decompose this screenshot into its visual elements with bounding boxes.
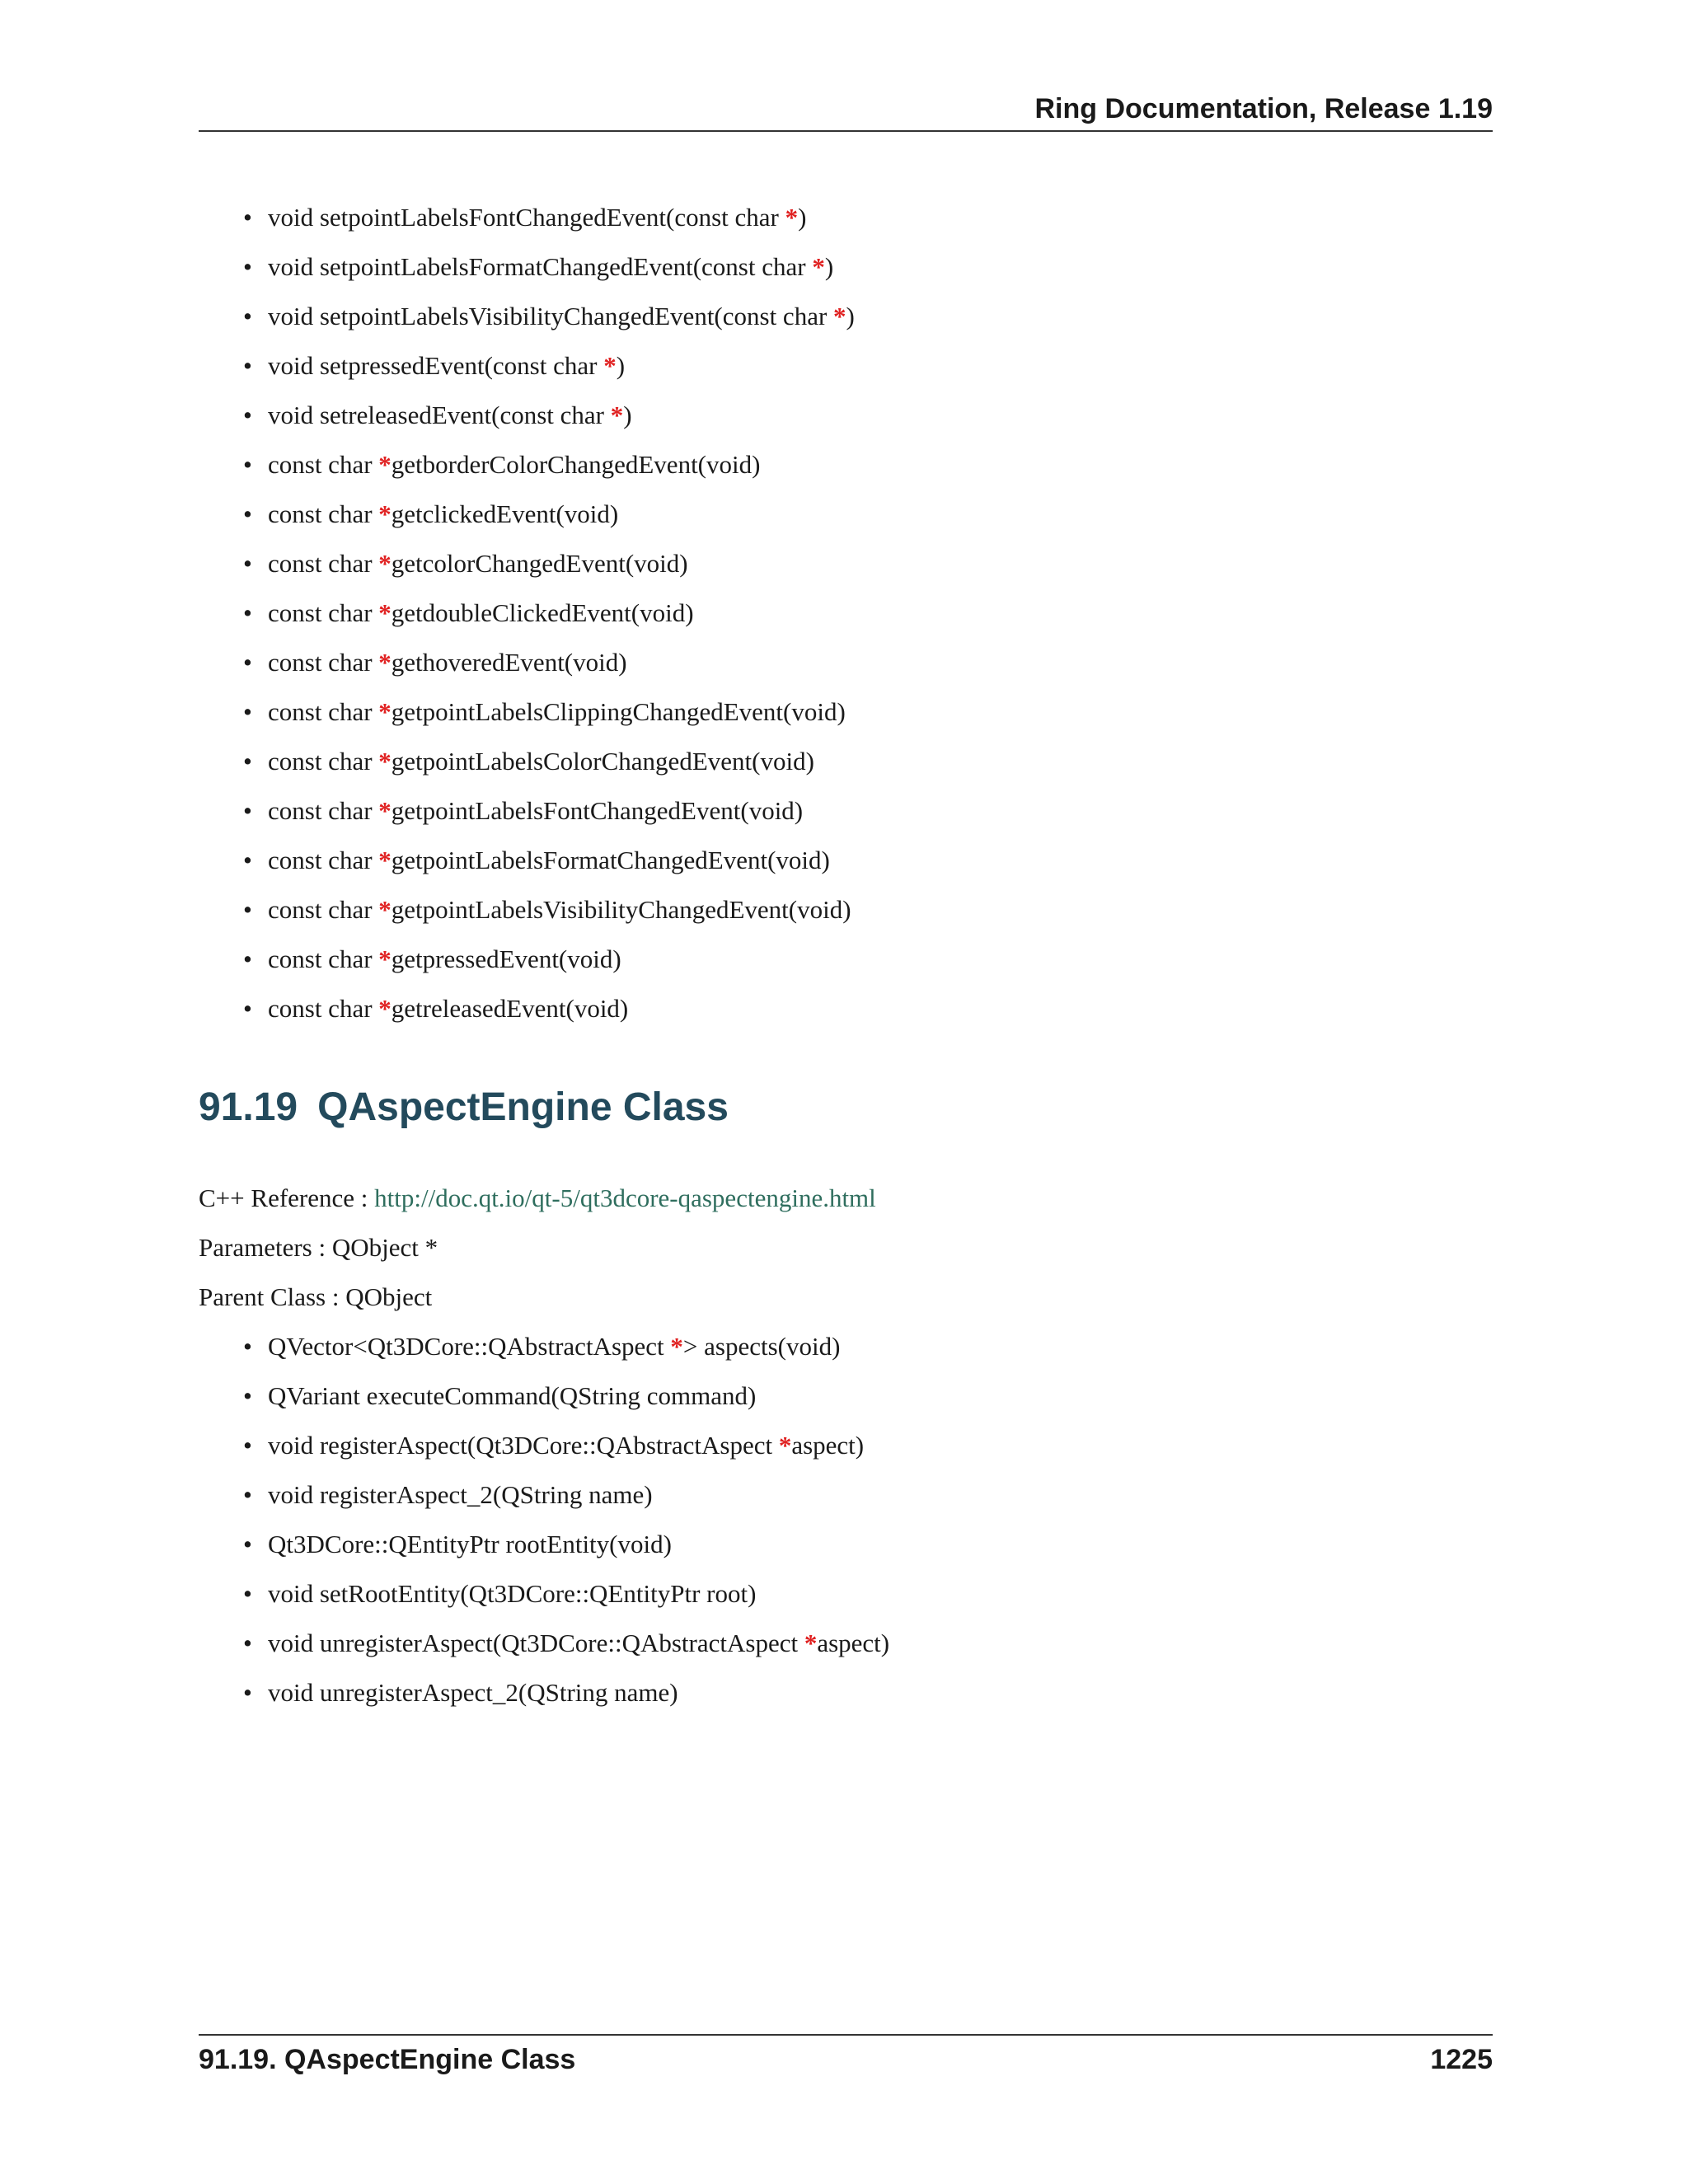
pointer-star: *: [378, 944, 392, 973]
method-text: void unregisterAspect(Qt3DCore::QAbstractAspect: [268, 1629, 804, 1657]
pointer-star: *: [378, 747, 392, 776]
bullet-icon: •: [243, 203, 252, 232]
method-text: const char: [268, 549, 379, 578]
cpp-reference-line: [199, 1174, 876, 1223]
bullet-icon: •: [243, 1431, 252, 1460]
parent-class-line: Parent Class : QObject: [199, 1282, 433, 1311]
method-text-tail: getpressedEvent(void): [391, 944, 621, 973]
method-item: [199, 440, 1493, 490]
bullet-icon: •: [243, 1381, 252, 1410]
method-text: const char: [268, 697, 379, 726]
bullet-icon: •: [243, 1332, 252, 1361]
method-item: [199, 193, 1493, 242]
bullet-icon: •: [243, 1579, 252, 1608]
bullet-icon: •: [243, 944, 252, 973]
method-text-tail: getreleasedEvent(void): [391, 994, 629, 1023]
bullet-icon: •: [243, 252, 252, 281]
method-text-tail: getpointLabelsClippingChangedEvent(void): [391, 697, 846, 726]
bullet-icon: •: [243, 697, 252, 726]
method-text-tail: getpointLabelsColorChangedEvent(void): [391, 747, 814, 776]
method-text: const char: [268, 994, 379, 1023]
method-text: const char: [268, 944, 379, 973]
method-list-previous-class: [199, 193, 1493, 1033]
pointer-star: *: [778, 1431, 792, 1460]
method-text-tail: ): [846, 302, 855, 330]
bullet-icon: •: [243, 401, 252, 429]
pointer-star: *: [378, 598, 392, 627]
method-item: [199, 490, 1493, 539]
method-text-tail: getcolorChangedEvent(void): [391, 549, 688, 578]
pointer-star: *: [833, 302, 846, 330]
bullet-icon: •: [243, 1678, 252, 1707]
method-item: [199, 341, 1493, 391]
method-text: void registerAspect(Qt3DCore::QAbstractAspect: [268, 1431, 779, 1460]
bullet-icon: •: [243, 1530, 252, 1558]
method-text: void setreleasedEvent(const char: [268, 401, 611, 429]
method-text: void registerAspect_2(QString name): [268, 1480, 653, 1509]
bullet-icon: •: [243, 796, 252, 825]
method-text-tail: ): [623, 401, 632, 429]
method-item: [199, 687, 1493, 737]
pointer-star: *: [378, 796, 392, 825]
method-text: void setpointLabelsVisibilityChangedEvent(const char: [268, 302, 834, 330]
method-item: [199, 1668, 1493, 1718]
bullet-icon: •: [243, 1480, 252, 1509]
method-text-tail: getborderColorChangedEvent(void): [391, 450, 761, 479]
method-list-qaspectengine: [199, 1322, 1493, 1718]
pointer-star: *: [378, 846, 392, 874]
method-text: const char: [268, 747, 379, 776]
section-heading: [199, 1085, 729, 1130]
page-number: 1225: [1430, 2044, 1493, 2075]
cpp-reference-link[interactable]: http://doc.qt.io/qt-5/qt3dcore-qaspectengine.html: [374, 1183, 876, 1212]
method-text-tail: getdoubleClickedEvent(void): [391, 598, 694, 627]
method-text-tail: getclickedEvent(void): [391, 499, 619, 528]
method-item: [199, 391, 1493, 440]
section-number: 91.19: [199, 1085, 298, 1129]
method-item: [199, 588, 1493, 638]
pointer-star: *: [603, 351, 617, 380]
method-text: const char: [268, 450, 379, 479]
bullet-icon: •: [243, 450, 252, 479]
method-text-tail: ): [616, 351, 626, 380]
pointer-star: *: [670, 1332, 683, 1361]
method-text-tail: getpointLabelsFormatChangedEvent(void): [391, 846, 830, 874]
pointer-star: *: [378, 697, 392, 726]
method-item: [199, 539, 1493, 588]
bullet-icon: •: [243, 351, 252, 380]
method-text-tail: ): [798, 203, 807, 232]
bullet-icon: •: [243, 895, 252, 924]
pointer-star: *: [378, 648, 392, 677]
parameters-line: Parameters : QObject *: [199, 1233, 438, 1262]
method-item: [199, 1569, 1493, 1619]
method-item: [199, 1371, 1493, 1421]
method-text: const char: [268, 846, 379, 874]
method-text: void setpointLabelsFormatChangedEvent(const char: [268, 252, 813, 281]
pointer-star: *: [378, 549, 392, 578]
pointer-star: *: [378, 450, 392, 479]
bullet-icon: •: [243, 598, 252, 627]
page-footer: [199, 2034, 1493, 2093]
method-text: QVector<Qt3DCore::QAbstractAspect: [268, 1332, 671, 1361]
method-text: const char: [268, 499, 379, 528]
method-text-tail: aspect): [817, 1629, 890, 1657]
method-item: [199, 1322, 1493, 1371]
method-text-tail: getpointLabelsFontChangedEvent(void): [391, 796, 804, 825]
method-text-tail: ): [824, 252, 834, 281]
method-text: const char: [268, 648, 379, 677]
method-text: const char: [268, 598, 379, 627]
bullet-icon: •: [243, 747, 252, 776]
method-item: [199, 1520, 1493, 1569]
method-text: const char: [268, 895, 379, 924]
method-item: [199, 1470, 1493, 1520]
pointer-star: *: [610, 401, 624, 429]
bullet-icon: •: [243, 549, 252, 578]
section-title: QAspectEngine Class: [317, 1085, 729, 1129]
method-item: [199, 786, 1493, 836]
cpp-reference-label: C++ Reference :: [199, 1183, 375, 1212]
bullet-icon: •: [243, 1629, 252, 1657]
pointer-star: *: [785, 203, 799, 232]
method-text-tail: aspect): [791, 1431, 865, 1460]
pointer-star: *: [378, 499, 392, 528]
page-header: [199, 89, 1493, 132]
method-item: [199, 885, 1493, 935]
method-item: [199, 292, 1493, 341]
method-item: [199, 984, 1493, 1033]
method-text: void unregisterAspect_2(QString name): [268, 1678, 678, 1707]
bullet-icon: •: [243, 648, 252, 677]
method-text-tail: gethoveredEvent(void): [391, 648, 627, 677]
pointer-star: *: [378, 994, 392, 1023]
pointer-star: *: [804, 1629, 818, 1657]
method-item: [199, 242, 1493, 292]
method-text: Qt3DCore::QEntityPtr rootEntity(void): [268, 1530, 672, 1558]
footer-section: 91.19. QAspectEngine Class: [199, 2044, 576, 2075]
bullet-icon: •: [243, 499, 252, 528]
method-text: void setRootEntity(Qt3DCore::QEntityPtr root): [268, 1579, 757, 1608]
method-text: void setpointLabelsFontChangedEvent(const char: [268, 203, 785, 232]
method-item: [199, 737, 1493, 786]
method-item: [199, 935, 1493, 984]
method-text: void setpressedEvent(const char: [268, 351, 604, 380]
bullet-icon: •: [243, 302, 252, 330]
bullet-icon: •: [243, 994, 252, 1023]
pointer-star: *: [378, 895, 392, 924]
method-item: [199, 1619, 1493, 1668]
method-item: [199, 836, 1493, 885]
method-item: [199, 1421, 1493, 1470]
method-item: [199, 638, 1493, 687]
method-text-tail: getpointLabelsVisibilityChangedEvent(void): [391, 895, 851, 924]
method-text: QVariant executeCommand(QString command): [268, 1381, 757, 1410]
document-title: Ring Documentation, Release 1.19: [1034, 93, 1493, 124]
method-text: const char: [268, 796, 379, 825]
method-text-tail: > aspects(void): [682, 1332, 841, 1361]
pointer-star: *: [812, 252, 825, 281]
bullet-icon: •: [243, 846, 252, 874]
